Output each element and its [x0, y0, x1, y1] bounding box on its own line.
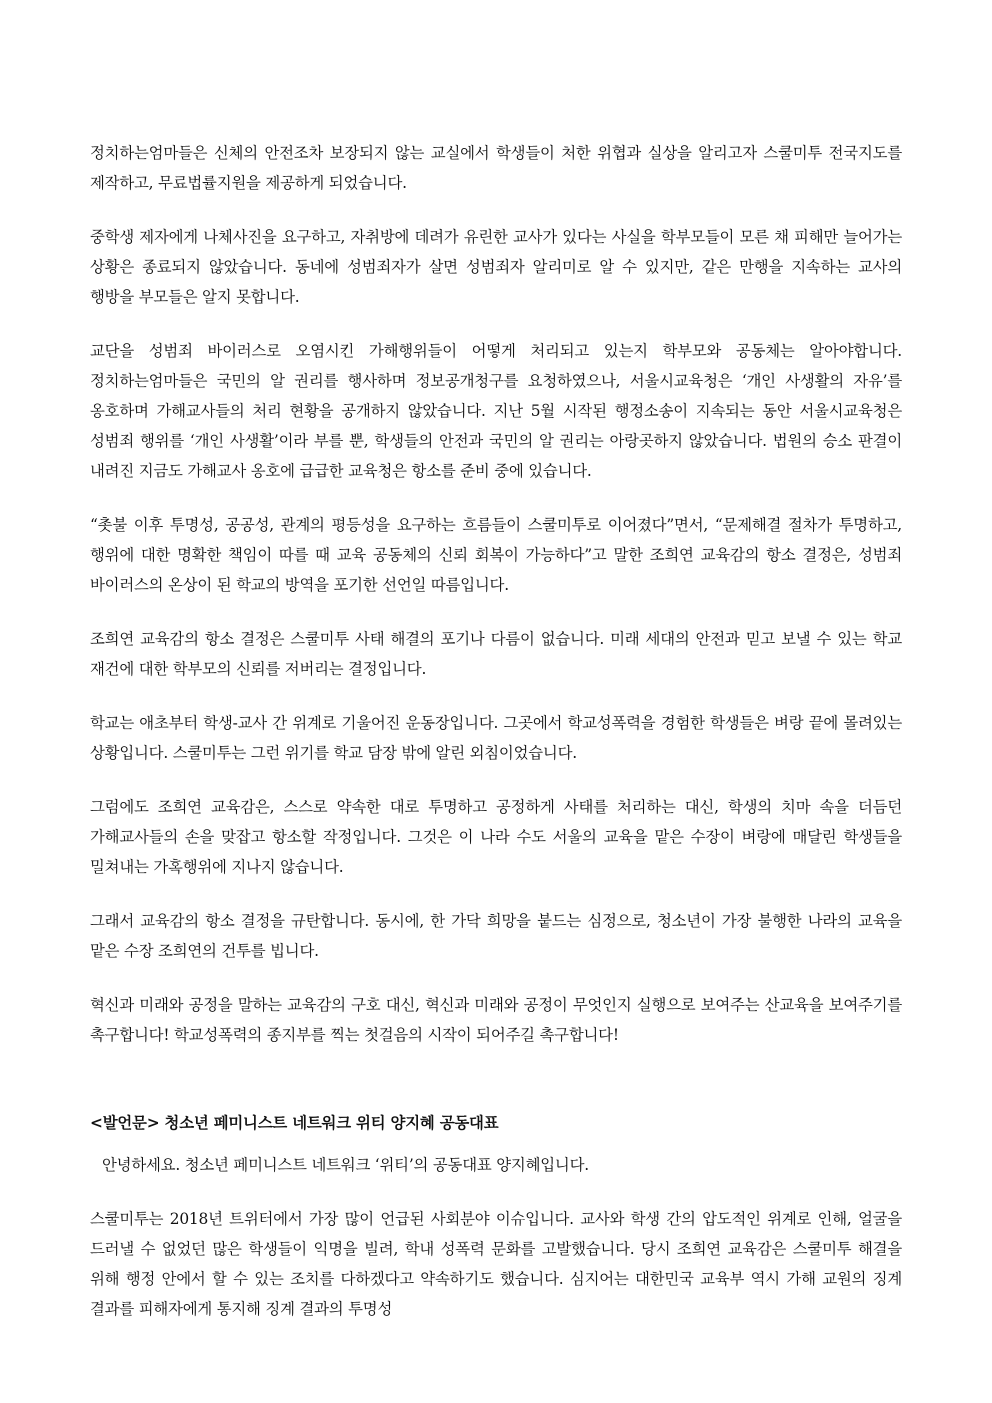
statement-heading: <발언문> 청소년 페미니스트 네트워크 위티 양지혜 공동대표	[90, 1114, 499, 1132]
paragraph-9: 혁신과 미래와 공정을 말하는 교육감의 구호 대신, 혁신과 미래와 공정이 무엇인지 실행으로 보여주는 산교육을 보여주기를 촉구합니다! 학교성폭력의 종지부를 찍는 첫걸음의 시작이 되어주길 촉구합니다!	[90, 996, 902, 1044]
paragraph-5: 조희연 교육감의 항소 결정은 스쿨미투 사태 해결의 포기나 다름이 없습니다. 미래 세대의 안전과 믿고 보낼 수 있는 학교 재건에 대한 학부모의 신뢰를 저버리는 결정입니다.	[90, 630, 902, 678]
paragraph-7: 그럼에도 조희연 교육감은, 스스로 약속한 대로 투명하고 공정하게 사태를 처리하는 대신, 학생의 치마 속을 더듬던 가해교사들의 손을 맞잡고 항소할 작정입니다. 그것은 이 나라 수도 서울의 교육을 맡은 수장이 벼랑에 매달린 학생들을 밀쳐내는 가혹행위에 지나지 않습니다.	[90, 798, 902, 876]
paragraph-8: 그래서 교육감의 항소 결정을 규탄합니다. 동시에, 한 가닥 희망을 붙드는 심정으로, 청소년이 가장 불행한 나라의 교육을 맡은 수장 조희연의 건투를 빕니다.	[90, 912, 902, 960]
document-body	[90, 138, 902, 1348]
paragraph-6: 학교는 애초부터 학생-교사 간 위계로 기울어진 운동장입니다. 그곳에서 학교성폭력을 경험한 학생들은 벼랑 끝에 몰려있는 상황입니다. 스쿨미투는 그런 위기를 학교 담장 밖에 알린 외침이었습니다.	[90, 714, 902, 762]
statement-greeting: 안녕하세요. 청소년 페미니스트 네트워크 ‘위티’의 공동대표 양지혜입니다.	[102, 1156, 589, 1174]
paragraph-2: 중학생 제자에게 나체사진을 요구하고, 자취방에 데려가 유린한 교사가 있다는 사실을 학부모들이 모른 채 피해만 늘어가는 상황은 종료되지 않았습니다. 동네에 성범죄자가 살면 성범죄자 알리미로 알 수 있지만, 같은 만행을 지속하는 교사의 행방을 부모들은 알지 못합니다.	[90, 228, 902, 306]
paragraph-4: “촛불 이후 투명성, 공공성, 관계의 평등성을 요구하는 흐름들이 스쿨미투로 이어졌다”면서, “문제해결 절차가 투명하고, 행위에 대한 명확한 책임이 따를 때 교육 공동체의 신뢰 회복이 가능하다”고 말한 조희연 교육감의 항소 결정은, 성범죄 바이러스의 온상이 된 학교의 방역을 포기한 선언일 따름입니다.	[90, 516, 902, 594]
paragraph-3: 교단을 성범죄 바이러스로 오염시킨 가해행위들이 어떻게 처리되고 있는지 학부모와 공동체는 알아야합니다. 정치하는엄마들은 국민의 알 권리를 행사하며 정보공개청구를 요청하였으나, 서울시교육청은 ‘개인 사생활의 자유’를 옹호하며 가해교사들의 처리 현황을 공개하지 않았습니다. 지난 5월 시작된 행정소송이 지속되는 동안 서울시교육청은 성범죄 행위를 ‘개인 사생활’이라 부를 뿐, 학생들의 안전과 국민의 알 권리는 아랑곳하지 않았습니다. 법원의 승소 판결이 내려진 지금도 가해교사 옹호에 급급한 교육청은 항소를 준비 중에 있습니다.	[90, 342, 902, 480]
paragraph-1: 정치하는엄마들은 신체의 안전조차 보장되지 않는 교실에서 학생들이 처한 위협과 실상을 알리고자 스쿨미투 전국지도를 제작하고, 무료법률지원을 제공하게 되었습니다.	[90, 144, 902, 192]
statement-body: 스쿨미투는 2018년 트위터에서 가장 많이 언급된 사회분야 이슈입니다. 교사와 학생 간의 압도적인 위계로 인해, 얼굴을 드러낼 수 없었던 많은 학생들이 익명을 빌려, 학내 성폭력 문화를 고발했습니다. 당시 조희연 교육감은 스쿨미투 해결을 위해 행정 안에서 할 수 있는 조치를 다하겠다고 약속하기도 했습니다. 심지어는 대한민국 교육부 역시 가해 교원의 징계 결과를 피해자에게 통지해 징계 결과의 투명성	[90, 1210, 902, 1318]
